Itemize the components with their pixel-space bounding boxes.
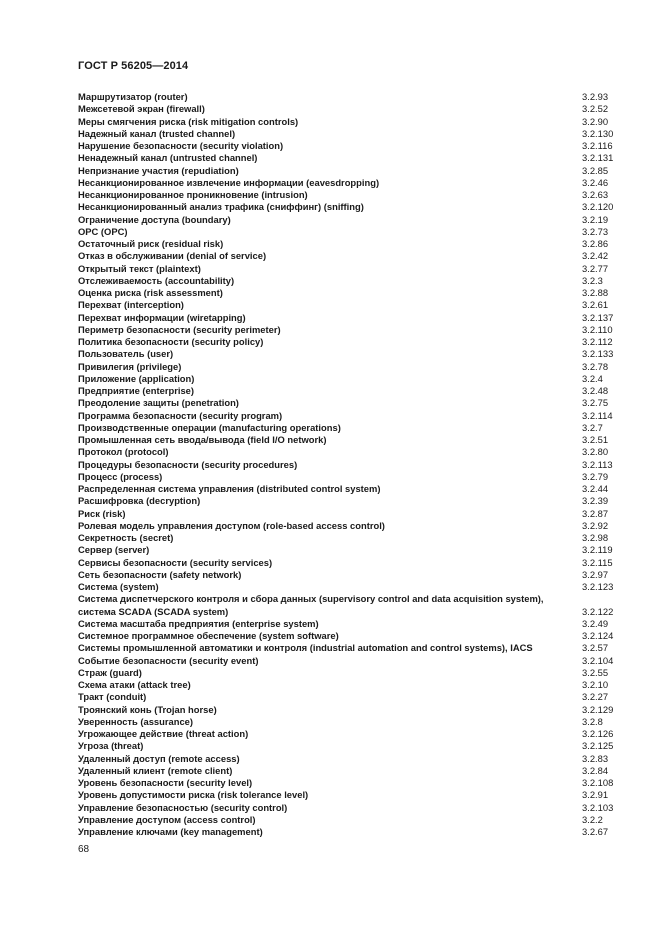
index-entry — [78, 752, 609, 765]
term-index-list — [78, 91, 614, 838]
index-entry — [78, 495, 609, 507]
index-reference: 3.2.133 — [582, 348, 614, 360]
index-reference: 3.2.122 — [582, 605, 614, 617]
index-entry — [78, 446, 609, 458]
index-term: Промышленная сеть ввода/вывода (field I/O network) — [78, 434, 327, 445]
index-term: Тракт (conduit) — [78, 691, 147, 703]
index-term: Процедуры безопасности (security procedures) — [78, 458, 298, 470]
index-reference: 3.2.46 — [582, 176, 609, 188]
index-entry — [78, 728, 614, 740]
index-reference: 3.2.85 — [582, 164, 609, 176]
index-term: Угрожающее действие (threat action) — [78, 728, 249, 739]
index-reference: 3.2.115 — [582, 556, 613, 568]
index-term: Несанкционированный анализ трафика (сниффинг) (sniffing) — [78, 201, 364, 213]
index-term: Уверенность (assurance) — [78, 715, 193, 727]
index-term: Несанкционированное проникновение (intrusion) — [78, 189, 308, 200]
index-entry — [78, 250, 609, 262]
index-reference: 3.2.3 — [582, 274, 603, 286]
index-reference: 3.2.49 — [582, 617, 609, 629]
index-term: Распределенная система управления (distributed control system) — [78, 483, 381, 494]
index-term: Секретность (secret) — [78, 532, 174, 543]
index-term: Отслеживаемость (accountability) — [78, 274, 235, 286]
index-entry — [78, 201, 614, 213]
index-term: Системное программное обеспечение (system software) — [78, 630, 339, 641]
index-entry — [78, 360, 609, 373]
index-entry — [78, 801, 614, 814]
index-term: Несанкционированное извлечение информации (eavesdropping) — [78, 176, 380, 188]
index-reference: 3.2.126 — [582, 728, 614, 739]
index-reference: 3.2.91 — [582, 789, 609, 801]
index-reference: 3.2.116 — [582, 140, 613, 151]
index-entry — [78, 581, 614, 593]
index-entry — [78, 115, 609, 128]
index-reference: 3.2.4 — [582, 372, 603, 384]
index-reference: 3.2.42 — [582, 250, 609, 262]
index-entry — [78, 519, 609, 532]
index-term-continuation: система SCADA (SCADA system) — [78, 605, 229, 617]
index-entry — [78, 91, 609, 103]
index-term: Преодоление защиты (penetration) — [78, 397, 239, 409]
index-term: Отказ в обслуживании (denial of service) — [78, 250, 267, 262]
index-term: Политика безопасности (security policy) — [78, 336, 264, 347]
index-reference: 3.2.130 — [582, 127, 614, 139]
page-number: 68 — [78, 844, 90, 855]
index-reference: 3.2.123 — [582, 581, 614, 592]
index-reference: 3.2.27 — [582, 691, 609, 703]
index-entry — [78, 323, 613, 336]
index-term: Процесс (process) — [78, 470, 163, 482]
index-entry — [78, 630, 614, 642]
index-entry — [78, 336, 613, 348]
index-entry — [78, 715, 603, 728]
index-reference: 3.2.131 — [582, 152, 614, 164]
index-reference: 3.2.114 — [582, 409, 613, 421]
index-term: Периметр безопасности (security perimeter) — [78, 323, 281, 335]
index-entry — [78, 152, 614, 164]
index-entry — [78, 274, 603, 287]
index-reference: 3.2.52 — [582, 103, 609, 115]
index-reference: 3.2.112 — [582, 336, 613, 347]
index-entry — [78, 556, 613, 569]
index-entry — [78, 789, 609, 801]
index-entry — [78, 140, 613, 152]
index-entry — [78, 189, 609, 201]
index-reference: 3.2.75 — [582, 397, 609, 409]
index-reference: 3.2.77 — [582, 262, 609, 274]
index-term: Сеть безопасности (safety network) — [78, 568, 242, 580]
index-term: Непризнание участия (repudiation) — [78, 164, 239, 176]
index-entry — [78, 164, 609, 177]
index-term: Остаточный риск (residual risk) — [78, 238, 224, 249]
index-reference: 3.2.137 — [582, 311, 614, 323]
index-term: Схема атаки (attack tree) — [78, 679, 191, 690]
index-reference: 3.2.124 — [582, 630, 614, 641]
index-reference: 3.2.110 — [582, 323, 613, 335]
index-entry — [78, 409, 613, 422]
index-term: Удаленный клиент (remote client) — [78, 764, 233, 776]
index-term: OPC (OPC) — [78, 225, 128, 237]
index-term: Троянский конь (Trojan horse) — [78, 703, 217, 715]
index-reference: 3.2.119 — [582, 544, 613, 556]
index-entry — [78, 385, 609, 397]
index-entry — [78, 287, 609, 299]
index-reference: 3.2.90 — [582, 115, 609, 127]
index-term: Управление доступом (access control) — [78, 813, 256, 825]
index-entry — [78, 691, 609, 703]
index-reference: 3.2.88 — [582, 287, 609, 298]
index-term: Надежный канал (trusted channel) — [78, 127, 236, 139]
index-reference: 3.2.44 — [582, 483, 609, 494]
index-reference: 3.2.80 — [582, 446, 609, 458]
index-reference: 3.2.10 — [582, 679, 609, 690]
index-reference: 3.2.39 — [582, 495, 609, 507]
index-reference: 3.2.79 — [582, 470, 609, 482]
index-entry — [78, 568, 609, 581]
index-entry — [78, 434, 609, 446]
index-reference: 3.2.73 — [582, 225, 609, 237]
index-term: Ролевая модель управления доступом (role-based access control) — [78, 519, 385, 531]
index-term: Система (system) — [78, 581, 159, 592]
index-entry — [78, 593, 614, 618]
index-reference: 3.2.86 — [582, 238, 609, 249]
index-entry — [78, 666, 609, 679]
index-entry — [78, 740, 614, 752]
index-reference: 3.2.67 — [582, 826, 609, 837]
document-header: ГОСТ Р 56205—2014 — [78, 60, 189, 72]
index-entry — [78, 225, 609, 238]
index-term: Маршрутизатор (router) — [78, 91, 188, 102]
index-entry — [78, 826, 609, 838]
index-reference: 3.2.97 — [582, 568, 609, 580]
index-entry — [78, 470, 609, 483]
index-entry — [78, 103, 609, 115]
index-reference: 3.2.129 — [582, 703, 614, 715]
index-reference: 3.2.93 — [582, 91, 609, 102]
index-reference: 3.2.2 — [582, 813, 603, 825]
index-term: Нарушение безопасности (security violation) — [78, 140, 284, 151]
index-reference: 3.2.61 — [582, 299, 609, 311]
index-entry — [78, 507, 609, 520]
index-entry — [78, 544, 613, 556]
index-term: Системы промышленной автоматики и контроля (industrial automation and control systems), IACS — [78, 642, 533, 654]
index-entry — [78, 458, 613, 471]
index-term: Привилегия (privilege) — [78, 360, 182, 372]
index-term: Риск (risk) — [78, 507, 126, 519]
index-reference: 3.2.108 — [582, 777, 614, 788]
index-entry — [78, 679, 609, 691]
index-term: Сервисы безопасности (security services) — [78, 556, 273, 568]
index-term: Ненадежный канал (untrusted channel) — [78, 152, 258, 164]
index-entry — [78, 213, 609, 226]
index-term: Угроза (threat) — [78, 740, 144, 752]
index-reference: 3.2.57 — [582, 642, 609, 654]
index-reference: 3.2.84 — [582, 764, 609, 776]
index-term: Уровень безопасности (security level) — [78, 777, 253, 788]
index-entry — [78, 483, 609, 495]
index-term: Уровень допустимости риска (risk tolerance level) — [78, 789, 309, 801]
index-entry — [78, 397, 609, 409]
index-term: Программа безопасности (security program) — [78, 409, 283, 421]
index-entry — [78, 421, 603, 434]
index-entry — [78, 127, 614, 140]
index-reference: 3.2.51 — [582, 434, 609, 445]
index-entry — [78, 813, 603, 826]
index-term: Перехват (interception) — [78, 299, 184, 311]
index-term: Перехват информации (wiretapping) — [78, 311, 246, 323]
index-term: Система диспетчерского контроля и сбора данных (supervisory control and data acquisition system), — [78, 593, 544, 605]
index-term: Управление ключами (key management) — [78, 826, 263, 837]
index-reference: 3.2.7 — [582, 421, 603, 433]
index-entry — [78, 654, 614, 667]
index-entry — [78, 176, 609, 189]
index-reference: 3.2.63 — [582, 189, 609, 200]
index-term: Предприятие (enterprise) — [78, 385, 195, 396]
index-reference: 3.2.104 — [582, 654, 614, 666]
index-entry — [78, 372, 603, 385]
index-entry — [78, 777, 614, 789]
index-reference: 3.2.92 — [582, 519, 609, 531]
index-term: Межсетевой экран (firewall) — [78, 103, 205, 115]
index-term: Сервер (server) — [78, 544, 150, 556]
index-term: Оценка риска (risk assessment) — [78, 287, 223, 298]
index-reference: 3.2.19 — [582, 213, 609, 225]
index-entry — [78, 617, 609, 630]
index-entry — [78, 262, 609, 275]
index-reference: 3.2.78 — [582, 360, 609, 372]
index-term: Меры смягчения риска (risk mitigation controls) — [78, 115, 299, 127]
index-entry — [78, 299, 609, 311]
index-reference: 3.2.98 — [582, 532, 609, 543]
index-reference: 3.2.125 — [582, 740, 614, 752]
index-term: Протокол (protocol) — [78, 446, 169, 458]
index-term: Расшифровка (decryption) — [78, 495, 201, 507]
index-term: Удаленный доступ (remote access) — [78, 752, 240, 764]
index-reference: 3.2.83 — [582, 752, 609, 764]
index-entry — [78, 348, 614, 360]
index-reference: 3.2.87 — [582, 507, 609, 519]
index-term: Событие безопасности (security event) — [78, 654, 259, 666]
index-reference: 3.2.48 — [582, 385, 609, 396]
index-entry — [78, 642, 609, 654]
index-term: Управление безопасностью (security control) — [78, 801, 288, 813]
index-entry — [78, 703, 614, 716]
index-reference: 3.2.103 — [582, 801, 614, 813]
index-entry — [78, 311, 614, 324]
index-term: Пользователь (user) — [78, 348, 174, 360]
index-term: Производственные операции (manufacturing operations) — [78, 421, 341, 433]
index-term: Страж (guard) — [78, 666, 142, 678]
index-reference: 3.2.120 — [582, 201, 614, 213]
index-entry — [78, 532, 609, 544]
index-entry — [78, 238, 609, 250]
index-term: Ограничение доступа (boundary) — [78, 213, 231, 225]
index-reference: 3.2.113 — [582, 458, 613, 470]
index-term: Система масштаба предприятия (enterprise system) — [78, 617, 319, 629]
index-reference: 3.2.55 — [582, 666, 609, 678]
index-term: Открытый текст (plaintext) — [78, 262, 201, 274]
index-entry — [78, 764, 609, 777]
index-term: Приложение (application) — [78, 372, 195, 384]
index-reference: 3.2.8 — [582, 715, 603, 727]
